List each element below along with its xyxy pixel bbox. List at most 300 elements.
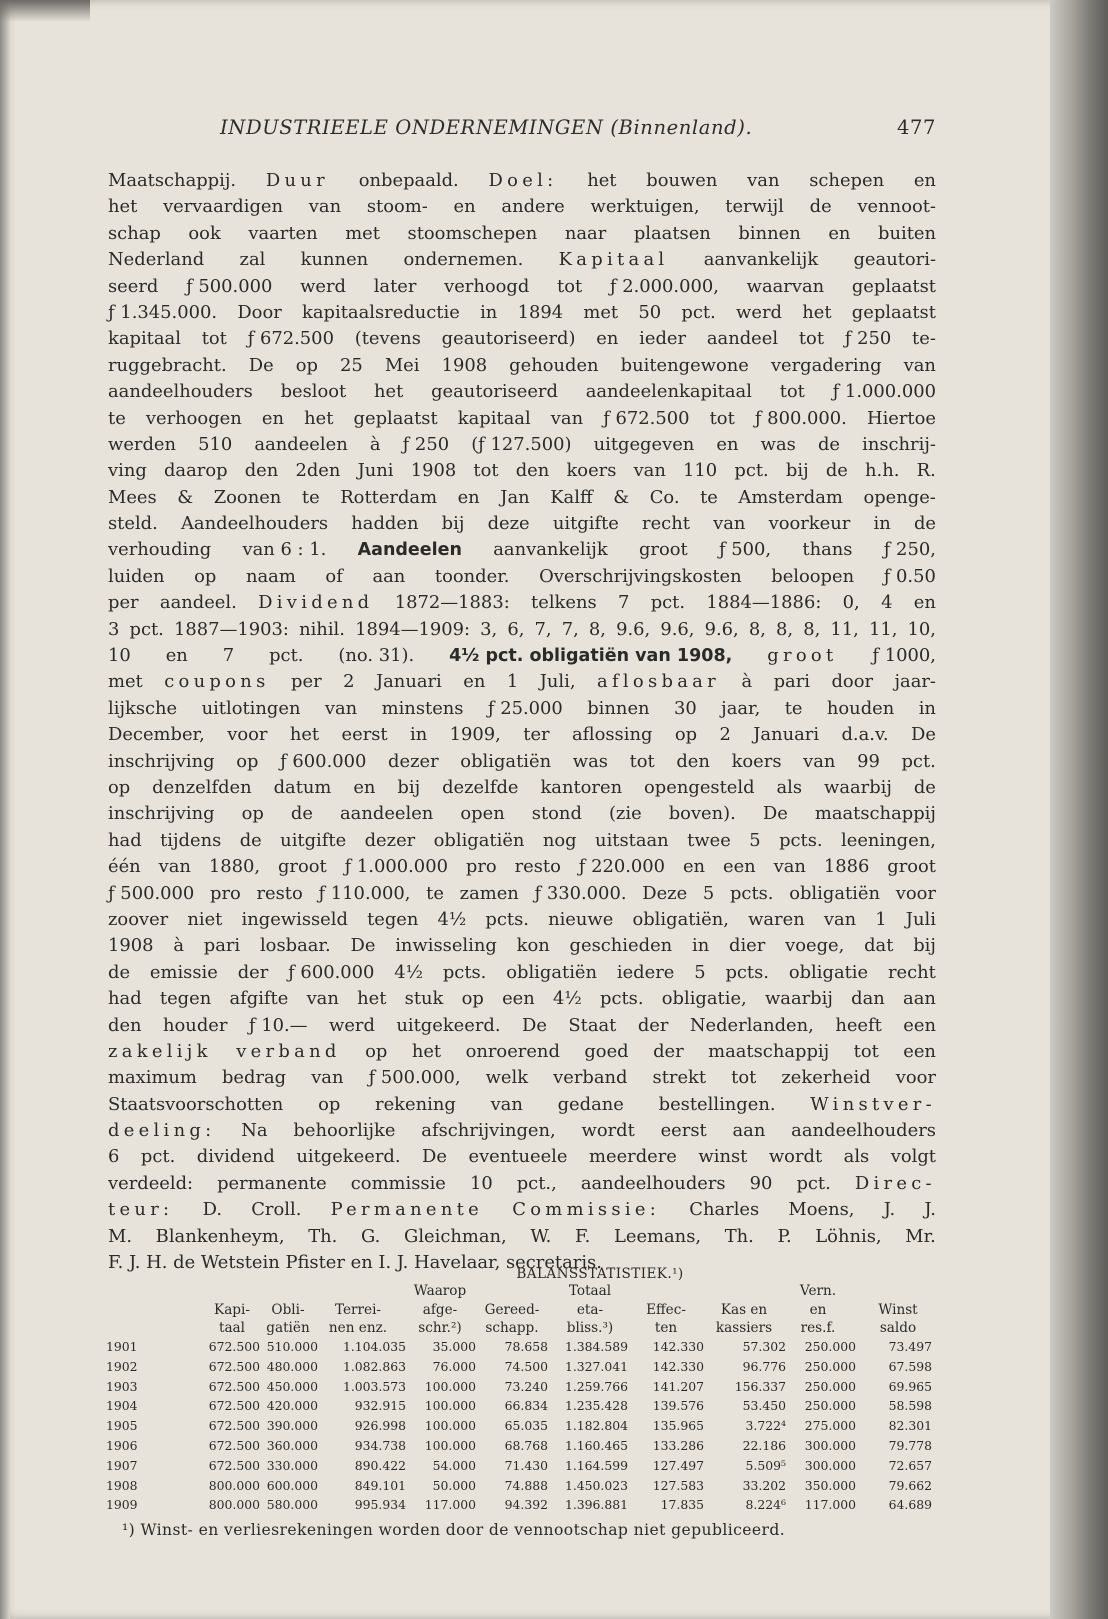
word: ƒ 672.500: [603, 407, 690, 429]
word: uitgekeerd.: [296, 1146, 401, 1168]
word: tegen: [367, 908, 419, 930]
table-cell: 53.450: [742, 1398, 786, 1414]
word: eerst: [660, 1120, 707, 1142]
word: der: [237, 961, 269, 983]
word: op: [236, 750, 259, 772]
word: ter: [523, 724, 550, 746]
word: wordt: [581, 1120, 635, 1142]
word: pro: [210, 882, 241, 904]
column-header: Winst: [878, 1301, 918, 1318]
table-cell: 33.202: [742, 1477, 786, 1493]
word: pcts.: [779, 829, 823, 851]
year-cell: 1902: [106, 1358, 138, 1374]
running-title: INDUSTRIEELE ONDERNEMINGEN (Binnenland).: [220, 116, 753, 139]
word: 6,: [507, 618, 525, 640]
word: zekerheid: [781, 1067, 871, 1089]
spaced-keyword: aflosbaar: [597, 671, 720, 693]
word: in: [918, 697, 936, 719]
word: December,: [108, 724, 205, 746]
text-line: [108, 564, 936, 590]
word: en: [913, 170, 936, 191]
word: ƒ 2.000.000,: [609, 275, 719, 297]
column-header: gatiën: [266, 1320, 310, 1336]
table-cell: 22.186: [742, 1437, 786, 1453]
word: ingewisseld: [241, 908, 348, 930]
word: recht: [642, 513, 690, 535]
word: leeningen,: [841, 829, 936, 851]
word: het: [357, 988, 387, 1010]
table-cell: 79.778: [888, 1437, 932, 1453]
text-line: [108, 669, 936, 695]
word: daarop: [163, 460, 228, 482]
word: geplaatst: [353, 407, 438, 429]
word: aandeelenkapitaal: [585, 381, 752, 403]
table-row: [104, 1359, 936, 1379]
word: en: [716, 433, 739, 455]
word: en: [453, 196, 476, 218]
text-line: [108, 881, 936, 907]
word: 3: [108, 618, 120, 640]
table-cell: 275.000: [804, 1418, 856, 1434]
word: 5: [702, 882, 715, 904]
word: in: [873, 513, 891, 535]
word: 9.6,: [616, 618, 651, 640]
word: De: [422, 1146, 447, 1168]
text-line: [108, 168, 936, 194]
text-line: [108, 854, 936, 880]
table-cell: 100.000: [424, 1437, 476, 1453]
year-cell: 1908: [106, 1477, 138, 1493]
word: het: [108, 196, 138, 218]
word: van: [306, 988, 339, 1010]
word: ƒ 500,: [718, 539, 772, 561]
text-line: [108, 1039, 936, 1065]
word: kunnen: [300, 249, 369, 271]
word: luiden: [108, 565, 165, 587]
table-cell: 57.302: [742, 1339, 786, 1354]
word: datum: [273, 776, 332, 798]
word: uitgifte: [280, 829, 347, 851]
text-line: [108, 590, 936, 616]
word: onbepaald.: [358, 170, 459, 191]
word: pct.: [269, 645, 304, 667]
word: van: [308, 196, 342, 218]
word: groot: [638, 539, 688, 561]
table-cell: 8.224⁶: [745, 1497, 786, 1513]
word: door: [831, 671, 874, 693]
word: op: [295, 354, 318, 376]
table-cell: 480.000: [266, 1358, 318, 1374]
word: 7: [222, 645, 235, 667]
column-header: nen enz.: [328, 1320, 388, 1336]
word: het: [304, 407, 334, 429]
word: de: [913, 776, 936, 798]
word: plaatsen: [633, 222, 711, 244]
text-line: [108, 1013, 936, 1039]
word: Löhnis,: [815, 1225, 882, 1247]
word: gedane: [557, 1093, 624, 1115]
word: een: [502, 988, 535, 1010]
word: nihil.: [299, 618, 345, 640]
word: was: [760, 433, 796, 455]
table-cell: 1.160.465: [564, 1437, 628, 1453]
word: van: [823, 908, 857, 930]
word: 1887—1903:: [173, 618, 289, 640]
word: ondernemen.: [403, 249, 524, 271]
word: met: [345, 222, 380, 244]
word: geschieden: [569, 935, 673, 957]
page-stack-edge: [1050, 0, 1108, 1619]
word: op: [674, 724, 698, 746]
word: à: [741, 671, 753, 693]
word: waarvan: [746, 275, 825, 297]
word: Mees: [108, 486, 157, 508]
text-line: [108, 828, 936, 854]
text-line: [108, 933, 936, 959]
table-cell: 66.834: [504, 1398, 548, 1414]
word: van: [803, 750, 836, 772]
table-cell: 600.000: [266, 1477, 318, 1493]
word: inschrij-: [862, 433, 936, 455]
word: of: [325, 565, 343, 587]
column-header: Gereed-: [484, 1301, 540, 1318]
word: 7,: [561, 618, 579, 640]
word: 110: [683, 460, 718, 482]
word: van: [713, 513, 746, 535]
word: te: [426, 882, 444, 904]
word: geautoriseerd: [431, 381, 558, 403]
table-cell: 73.497: [888, 1339, 932, 1354]
word: inschrijving: [108, 750, 215, 772]
text-line: [108, 1092, 936, 1118]
word: schap: [108, 222, 161, 244]
word: beloopen: [771, 565, 855, 587]
word: meerdere: [589, 1146, 677, 1168]
word: Amsterdam: [738, 486, 843, 508]
table-cell: 76.000: [432, 1358, 476, 1374]
word: schepen: [809, 170, 885, 191]
word: à: [369, 433, 381, 455]
word: openge-: [863, 486, 936, 508]
word: een: [903, 1014, 936, 1036]
table-cell: 142.330: [652, 1358, 704, 1374]
table-cell: 672.500: [208, 1378, 260, 1394]
word: pcts.: [600, 988, 644, 1010]
column-header: en: [809, 1301, 827, 1318]
word: Hiertoe: [866, 407, 936, 429]
word: ƒ 25.000: [487, 697, 563, 719]
word: werd: [300, 275, 346, 297]
text-line: [108, 379, 936, 405]
word: en: [353, 776, 376, 798]
table-cell: 390.000: [266, 1418, 318, 1434]
word: Door: [237, 301, 282, 323]
word: dat: [864, 935, 894, 957]
word: te: [301, 486, 320, 508]
table-cell: 420.000: [266, 1398, 318, 1414]
spaced-keyword: Duur: [265, 170, 329, 191]
word: ƒ 672.500: [247, 328, 334, 350]
text-line: [108, 1144, 936, 1170]
word: 1908: [441, 354, 488, 376]
word: der: [653, 1040, 684, 1062]
word: de: [817, 433, 840, 455]
column-header: schapp.: [485, 1320, 539, 1336]
word: 6: [108, 1146, 120, 1168]
word: 10: [469, 1172, 493, 1194]
word: Zoonen: [213, 486, 282, 508]
page-corner-shadow: [0, 0, 90, 22]
word: verband: [553, 1067, 628, 1089]
word: ƒ 250,: [883, 539, 936, 561]
spaced-keyword: Direc-: [854, 1172, 936, 1194]
table-cell: 100.000: [424, 1378, 476, 1394]
word: obligatiën: [433, 829, 525, 851]
word: bestellingen.: [658, 1093, 776, 1115]
table-cell: 1.003.573: [342, 1378, 406, 1394]
table-body: [104, 1339, 936, 1517]
word: op: [318, 1093, 341, 1115]
word: het: [289, 724, 320, 746]
word: 50: [638, 301, 662, 323]
word: het: [802, 301, 832, 323]
word: waren: [748, 908, 805, 930]
table-cell: 135.965: [652, 1418, 704, 1434]
word: geautoriseerd): [441, 328, 576, 350]
word: Charles: [689, 1199, 760, 1221]
word: heeft: [835, 1014, 882, 1036]
word: ook: [188, 222, 221, 244]
word: besloot: [280, 381, 347, 403]
word: van: [747, 170, 780, 191]
word: dividend: [196, 1146, 275, 1168]
column-header: Vern.: [799, 1283, 837, 1299]
word: dan: [851, 988, 885, 1010]
word: aan: [372, 565, 406, 587]
table-cell: 94.392: [504, 1497, 548, 1513]
word: 9.6,: [704, 618, 739, 640]
word: rekening: [375, 1093, 456, 1115]
word: aandeelhouders: [580, 1172, 726, 1194]
word: Kalff: [550, 486, 593, 508]
word: uitgifte: [552, 513, 619, 535]
table-cell: 672.500: [208, 1418, 260, 1434]
table-cell: 1.164.599: [564, 1457, 628, 1473]
word: tot: [709, 407, 735, 429]
word: volgt: [890, 1146, 936, 1168]
table-cell: 50.000: [432, 1477, 476, 1493]
table-row: [104, 1458, 936, 1478]
word: had: [108, 829, 142, 851]
word: van: [773, 856, 806, 878]
word: Staat: [568, 1014, 617, 1036]
word: (no. 31).: [338, 645, 415, 667]
word: Overschrijvingskosten: [539, 565, 742, 587]
spaced-keyword: coupons: [164, 671, 270, 693]
table-cell: 849.101: [354, 1477, 406, 1493]
word: stoom-: [366, 196, 428, 218]
word: Jan: [500, 486, 530, 508]
word: Nederland: [108, 249, 205, 271]
word: zoover: [108, 908, 169, 930]
word: Th.: [724, 1225, 754, 1247]
word: 1908: [410, 460, 457, 482]
word: resto: [256, 882, 303, 904]
word: te: [700, 486, 718, 508]
year-cell: 1909: [106, 1497, 138, 1513]
word: ƒ 600.000: [280, 750, 367, 772]
spaced-keyword: Dividend: [258, 592, 374, 614]
table-cell: 580.000: [266, 1497, 318, 1513]
word: Juni: [357, 460, 394, 482]
word: ƒ 250: [402, 433, 450, 455]
word: 510: [198, 433, 233, 455]
word: Gleichman,: [404, 1225, 507, 1247]
word: ƒ 330.000.: [534, 882, 627, 904]
word: G.: [361, 1225, 381, 1247]
word: pct.: [681, 301, 716, 323]
word: kapitaal: [108, 328, 181, 350]
word: van 6 : 1.: [242, 539, 327, 561]
word: en: [913, 592, 936, 614]
word: tijdens: [160, 829, 222, 851]
spaced-keyword: deeling:: [108, 1120, 216, 1142]
table-cell: 250.000: [804, 1339, 856, 1354]
word: 99: [857, 750, 880, 772]
word: 1886: [823, 856, 870, 878]
word: ƒ 800.000.: [754, 407, 847, 429]
word: maximum: [108, 1067, 197, 1089]
table-row: [104, 1478, 936, 1498]
word: 1894: [517, 301, 564, 323]
word: 25: [340, 354, 363, 376]
word: de: [913, 513, 936, 535]
word: uitlotingen: [201, 697, 301, 719]
table-cell: 17.835: [660, 1497, 704, 1513]
word: R.: [916, 460, 936, 482]
word: Blankenheym,: [155, 1225, 285, 1247]
year-cell: 1901: [106, 1339, 138, 1354]
text-line: [108, 749, 936, 775]
word: verdeeld:: [108, 1172, 194, 1194]
table-row: [104, 1379, 936, 1399]
word: terwijl: [725, 196, 784, 218]
word: werd: [736, 301, 782, 323]
word: koers: [566, 460, 617, 482]
word: iedere: [616, 961, 675, 983]
word: de: [239, 829, 262, 851]
word: aan: [903, 988, 936, 1010]
column-header: Kas en: [720, 1301, 768, 1318]
table-cell: 133.286: [652, 1437, 704, 1453]
word: 90: [749, 1172, 773, 1194]
table-cell: 672.500: [208, 1358, 260, 1374]
word: werktuigen,: [590, 196, 700, 218]
word: bij: [397, 776, 421, 798]
word: Mr.: [905, 1225, 936, 1247]
word: 1: [875, 908, 887, 930]
table-cell: 73.240: [504, 1378, 548, 1394]
word: ƒ 1000,: [872, 645, 936, 667]
word: 11,: [830, 618, 859, 640]
word: stuk: [404, 988, 444, 1010]
word: Moens,: [788, 1199, 855, 1221]
year-cell: 1906: [106, 1437, 138, 1453]
running-header: [108, 116, 936, 146]
word: den: [676, 750, 710, 772]
table-cell: 1.182.804: [564, 1418, 628, 1434]
word: aandeelhouders: [791, 1120, 936, 1142]
text-line: [108, 485, 936, 511]
table-cell: 250.000: [804, 1398, 856, 1414]
word: vaarten: [248, 222, 318, 244]
word: 1884—1886:: [706, 592, 822, 614]
word: 10,: [907, 618, 936, 640]
word: dier: [729, 935, 766, 957]
word: de: [809, 196, 832, 218]
word: andere: [501, 196, 565, 218]
word: en: [682, 856, 706, 878]
word: (zie: [608, 803, 642, 825]
word: tot: [853, 1040, 879, 1062]
word: en: [165, 645, 188, 667]
word: tot: [557, 275, 583, 297]
table-cell: 69.965: [888, 1378, 932, 1394]
word: Januari: [375, 671, 442, 693]
word: Co.: [649, 486, 680, 508]
word: obligatiën: [789, 882, 881, 904]
word: bij: [441, 513, 465, 535]
word: tot: [731, 1067, 757, 1089]
table-cell: 3.722⁴: [745, 1418, 786, 1434]
word: ving: [108, 460, 147, 482]
word: op: [365, 1040, 388, 1062]
word: op: [108, 776, 131, 798]
word: 8,: [776, 618, 794, 640]
word: deze: [487, 513, 530, 535]
word: Juli: [905, 908, 936, 930]
text-line: [108, 1224, 936, 1250]
word: geautori-: [853, 249, 936, 271]
word: &: [613, 486, 630, 508]
word: op: [461, 988, 484, 1010]
table-cell: 1.104.035: [342, 1339, 406, 1354]
word: Nederlanden,: [689, 1014, 814, 1036]
word: &: [177, 486, 194, 508]
word: 5: [694, 961, 706, 983]
word: kapitaalsreductie: [302, 301, 460, 323]
column-header: taal: [218, 1320, 246, 1336]
table-header: [104, 1283, 936, 1339]
word: niet: [187, 908, 223, 930]
word: van: [324, 697, 358, 719]
word: en: [596, 328, 619, 350]
word: pct.: [796, 1172, 831, 1194]
table-cell: 672.500: [208, 1457, 260, 1473]
word: houder: [163, 1014, 228, 1036]
table-cell: 1.396.881: [564, 1497, 628, 1513]
word: pct.: [650, 592, 686, 614]
word: De: [248, 354, 274, 376]
word: groot: [887, 856, 936, 878]
word: nieuwe: [548, 908, 614, 930]
word: het: [411, 1040, 442, 1062]
table-cell: 54.000: [432, 1457, 476, 1473]
word: 1880,: [208, 856, 261, 878]
table-cell: 64.689: [888, 1497, 932, 1513]
text-line: [108, 643, 936, 669]
word: losbaar.: [259, 935, 331, 957]
